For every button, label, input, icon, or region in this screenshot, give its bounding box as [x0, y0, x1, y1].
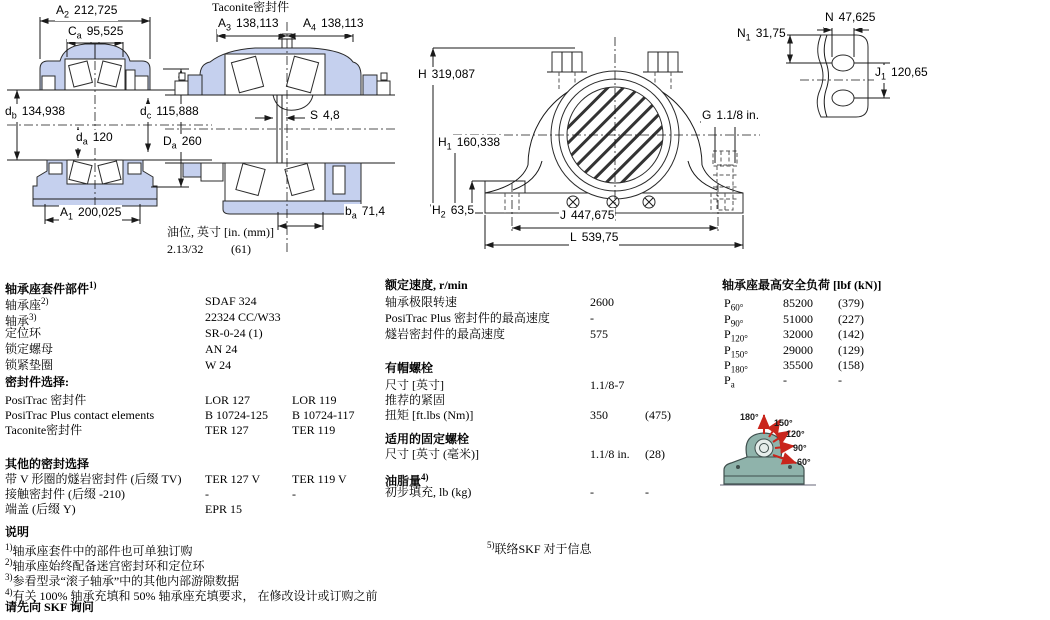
dim-n1: $N_1$ 31,75 — [737, 26, 786, 43]
base-plate — [800, 35, 882, 117]
load-value-kn: (379) — [838, 296, 864, 310]
load-value-lbf: - — [783, 373, 787, 387]
spec-value-1: TER 127 V — [205, 472, 261, 486]
dim-ca: $C_a$ 95,525 — [68, 24, 124, 41]
spec-value-1: 575 — [590, 327, 608, 341]
dim-a2: $A_2$ 212,725 — [56, 3, 118, 20]
dim-j: J 447,675 — [559, 208, 615, 226]
speed-column — [385, 275, 720, 575]
load-symbol: $P_{150^\circ}$ — [724, 343, 748, 360]
spec-value-1: AN 24 — [205, 342, 238, 356]
spec-label: PosiTrac Plus contact elements — [5, 408, 155, 422]
spec-value-1: SDAF 324 — [205, 294, 257, 308]
dim-h: H 319,087 — [417, 67, 476, 85]
spec-value-1: - — [590, 485, 594, 499]
footnote-5: $^{5)}$联络SKF 对于信息 — [487, 540, 592, 556]
spec-value-2: LOR 119 — [292, 393, 337, 407]
spec-label: PosiTrac Plus 密封件的最高速度 — [385, 311, 550, 325]
dim-l: L 539,75 — [569, 230, 619, 248]
section-header-seals: 密封件选择: — [5, 375, 69, 389]
load-symbol: $P_{90^\circ}$ — [724, 312, 744, 329]
angle-label-150: 150° — [774, 418, 793, 428]
spec-value-1: 1.1/8 in. — [590, 447, 630, 461]
dim-a1: $A_1$ 200,025 — [60, 205, 122, 222]
dim-j1: $J_1$ 120,65 — [875, 65, 928, 82]
dim-a3: $A_3$ 138,113 — [218, 16, 279, 33]
housing-base-section — [183, 163, 361, 214]
spec-value-2: (475) — [645, 408, 671, 422]
spec-label: 锁定螺母 — [5, 342, 54, 356]
spec-label: 初步填充, lb (kg) — [385, 485, 472, 499]
spec-value-1: 1.1/8-7 — [590, 378, 625, 392]
load-value-lbf: 32000 — [783, 327, 813, 341]
spec-value-1: TER 127 — [205, 423, 249, 437]
spec-label: 尺寸 [英寸 (毫米)] — [385, 447, 479, 461]
section-header-speed: 额定速度, r/min — [385, 278, 468, 292]
spec-label: 锁紧垫圈 — [5, 358, 54, 372]
spec-label: 推荐的紧固 — [385, 393, 446, 407]
spec-label: 轴承座$^{2)}$ — [5, 296, 49, 312]
angle-label-60: 60° — [797, 457, 811, 467]
spec-label: 尺寸 [英寸] — [385, 378, 444, 392]
section-view-title: Taconite密封件 — [212, 0, 290, 14]
spec-label: 定位环 — [5, 326, 42, 340]
spec-label: 轴承$^{3)}$ — [5, 312, 37, 328]
load-value-kn: (142) — [838, 327, 864, 341]
bearing-upper-section — [65, 59, 135, 90]
spec-value-2: TER 119 V — [292, 472, 347, 486]
spec-label: 轴承极限转速 — [385, 295, 458, 309]
angle-label-180: 180° — [740, 412, 759, 422]
section-header-other-seals: 其他的密封选择 — [5, 457, 90, 471]
spec-value-1: LOR 127 — [205, 393, 250, 407]
dim-h2: $H_2$ 63,5 — [432, 203, 475, 220]
load-value-lbf: 51000 — [783, 312, 813, 326]
spec-value-2: - — [645, 485, 649, 499]
dim-Da: $D_a$ 260 — [163, 134, 202, 151]
footnote-3: $^{3)}$参看型录“滚子轴承”中的其他内部游隙数据 — [5, 572, 240, 588]
spec-value-2: (28) — [645, 447, 665, 461]
spec-value-1: SR-0-24 (1) — [205, 326, 263, 340]
dim-da: $d_a$ 120 — [76, 130, 113, 147]
dim-h1: $H_1$ 160,338 — [438, 135, 501, 152]
oil-level-inches: 2.13/32 — [167, 242, 204, 256]
load-value-kn: (227) — [838, 312, 864, 326]
load-symbol: $P_a$ — [724, 373, 735, 390]
components-column — [5, 275, 383, 620]
spec-label: 接触密封件 (后缀 -210) — [5, 487, 125, 501]
spec-label: 扭矩 [ft.lbs (Nm)] — [385, 408, 474, 422]
spec-value-2: - — [292, 487, 296, 501]
section-header-cap-bolts: 有帽螺栓 — [385, 361, 434, 375]
spec-value-2: B 10724-117 — [292, 408, 355, 422]
spec-value-1: - — [205, 487, 209, 501]
dim-g: G 1.1/8 in. — [701, 108, 760, 126]
spec-value-1: - — [590, 311, 594, 325]
angle-label-90: 90° — [793, 443, 807, 453]
spec-value-1: 350 — [590, 408, 608, 422]
load-value-kn: (129) — [838, 343, 864, 357]
section-header-grease: 油脂量$^{4)}$ — [385, 472, 429, 488]
load-value-lbf: 35500 — [783, 358, 813, 372]
spec-value-2: TER 119 — [292, 423, 336, 437]
load-symbol: $P_{60^\circ}$ — [724, 296, 744, 313]
spec-label: 端盖 (后缀 Y) — [5, 502, 76, 516]
load-value-kn: (158) — [838, 358, 864, 372]
spec-value-1: B 10724-125 — [205, 408, 268, 422]
spec-label: Taconite密封件 — [5, 423, 83, 437]
footnote-footer: 请先向 SKF 询问 — [5, 600, 94, 614]
spec-value-1: 2600 — [590, 295, 614, 309]
load-value-lbf: 29000 — [783, 343, 813, 357]
oil-level-label: 油位, 英寸 [in. (mm)] — [167, 225, 274, 239]
dim-dc: $d_c$ 115,888 — [140, 104, 199, 121]
angle-label-120: 120° — [786, 429, 805, 439]
load-value-lbf: 85200 — [783, 296, 813, 310]
section-header-notes: 说明 — [5, 525, 30, 539]
spec-label: 带 V 形圈的燧岩密封件 (后缀 TV) — [5, 472, 182, 486]
section-header-loads: 轴承座最高安全负荷 [lbf (kN)] — [722, 278, 882, 292]
footnote-4: $^{4)}$有关 100% 轴承充填和 50% 轴承座充填要求， 在修改设计或订购之前 — [5, 587, 378, 603]
spec-value-1: W 24 — [205, 358, 232, 372]
section-header-components: 轴承座套件部件$^{1)}$ — [5, 280, 97, 296]
spec-label: PosiTrac 密封件 — [5, 393, 87, 407]
load-value-kn: - — [838, 373, 842, 387]
dim-s: S 4,8 — [309, 108, 341, 126]
bearing-upper-section — [225, 54, 325, 110]
dim-a4: $A_4$ 138,113 — [303, 16, 364, 33]
loads-column — [722, 275, 932, 395]
spec-value-1: EPR 15 — [205, 502, 243, 516]
dim-ba: $b_a$ 71,4 — [345, 204, 386, 221]
oil-level-mm: (61) — [231, 242, 251, 256]
load-symbol: $P_{120^\circ}$ — [724, 327, 748, 344]
spec-value-1: 22324 CC/W33 — [205, 310, 281, 324]
section-header-attach-bolts: 适用的固定螺栓 — [385, 432, 470, 446]
footnote-1: $^{1)}$轴承座套件中的部件也可单独订购 — [5, 542, 193, 558]
dim-n: N 47,625 — [824, 10, 876, 28]
footnote-2: $^{2)}$轴承座始终配备迷宫密封环和定位环 — [5, 557, 205, 573]
load-symbol: $P_{180^\circ}$ — [724, 358, 748, 375]
spec-label: 燧岩密封件的最高速度 — [385, 327, 506, 341]
dim-db: $d_b$ 134,938 — [5, 104, 66, 121]
